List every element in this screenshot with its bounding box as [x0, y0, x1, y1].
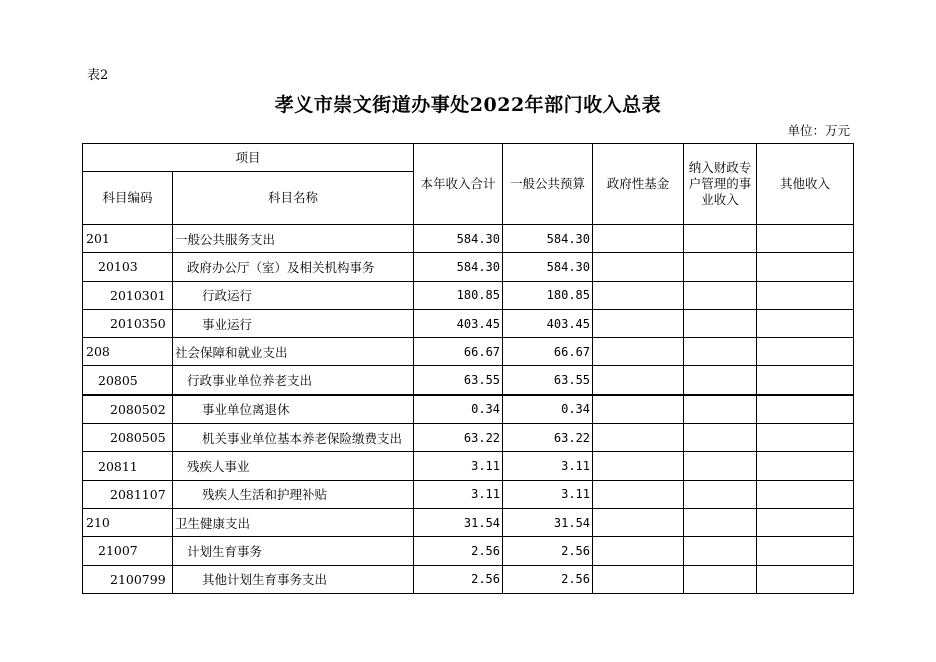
row-other	[757, 225, 854, 253]
row-name: 事业单位离退休	[173, 395, 414, 424]
row-other	[757, 508, 854, 536]
row-total: 180.85	[414, 281, 503, 309]
row-gov-fund	[593, 225, 684, 253]
table-row	[83, 537, 854, 565]
table-row	[83, 565, 854, 593]
row-general: 584.30	[503, 253, 593, 281]
income-table	[82, 143, 854, 594]
row-general: 2.56	[503, 537, 593, 565]
row-code: 20103	[83, 253, 173, 281]
row-total: 3.11	[414, 452, 503, 480]
row-general: 63.55	[503, 366, 593, 395]
row-name: 机关事业单位基本养老保险缴费支出	[173, 424, 414, 452]
row-fiscal-special	[684, 281, 757, 309]
row-code: 2080505	[83, 424, 173, 452]
row-fiscal-special	[684, 537, 757, 565]
row-general: 63.22	[503, 424, 593, 452]
row-gov-fund	[593, 281, 684, 309]
row-name: 计划生育事务	[173, 537, 414, 565]
page-title: 孝义市崇文街道办事处2022年部门收入总表	[274, 94, 662, 116]
row-code: 20805	[83, 366, 173, 395]
row-gov-fund	[593, 452, 684, 480]
header-other: 其他收入	[757, 144, 854, 225]
row-fiscal-special	[684, 424, 757, 452]
table-row	[83, 452, 854, 480]
table-row	[83, 281, 854, 309]
table-row	[83, 508, 854, 536]
row-fiscal-special	[684, 225, 757, 253]
row-gov-fund	[593, 395, 684, 424]
row-name: 社会保障和就业支出	[173, 338, 414, 366]
row-total: 66.67	[414, 338, 503, 366]
table-row	[83, 480, 854, 508]
row-other	[757, 395, 854, 424]
row-general: 31.54	[503, 508, 593, 536]
row-fiscal-special	[684, 452, 757, 480]
table-row	[83, 424, 854, 452]
row-fiscal-special	[684, 480, 757, 508]
row-gov-fund	[593, 480, 684, 508]
row-code: 21007	[83, 537, 173, 565]
table-row	[83, 253, 854, 281]
row-general: 180.85	[503, 281, 593, 309]
row-code: 201	[83, 225, 173, 253]
row-general: 3.11	[503, 480, 593, 508]
row-gov-fund	[593, 366, 684, 395]
row-name: 政府办公厅（室）及相关机构事务	[173, 253, 414, 281]
row-other	[757, 253, 854, 281]
row-gov-fund	[593, 537, 684, 565]
row-total: 584.30	[414, 253, 503, 281]
row-general: 584.30	[503, 225, 593, 253]
row-code: 2100799	[83, 565, 173, 593]
row-gov-fund	[593, 309, 684, 337]
header-general-budget: 一般公共预算	[503, 144, 593, 225]
row-code: 210	[83, 508, 173, 536]
row-name: 行政运行	[173, 281, 414, 309]
row-fiscal-special	[684, 338, 757, 366]
row-name: 卫生健康支出	[173, 508, 414, 536]
header-project: 项目	[83, 144, 414, 172]
row-other	[757, 452, 854, 480]
table-row	[83, 225, 854, 253]
row-gov-fund	[593, 338, 684, 366]
row-other	[757, 565, 854, 593]
header-subject-name: 科目名称	[173, 172, 414, 225]
row-total: 63.22	[414, 424, 503, 452]
row-name: 残疾人生活和护理补贴	[173, 480, 414, 508]
row-fiscal-special	[684, 395, 757, 424]
table-row	[83, 395, 854, 424]
row-general: 66.67	[503, 338, 593, 366]
row-other	[757, 366, 854, 395]
row-total: 403.45	[414, 309, 503, 337]
row-name: 行政事业单位养老支出	[173, 366, 414, 395]
row-code: 2010301	[83, 281, 173, 309]
table-row	[83, 366, 854, 395]
row-total: 3.11	[414, 480, 503, 508]
row-general: 0.34	[503, 395, 593, 424]
row-other	[757, 537, 854, 565]
row-gov-fund	[593, 253, 684, 281]
row-fiscal-special	[684, 309, 757, 337]
row-total: 63.55	[414, 366, 503, 395]
table-row	[83, 309, 854, 337]
header-gov-fund: 政府性基金	[593, 144, 684, 225]
table-row	[83, 338, 854, 366]
row-gov-fund	[593, 565, 684, 593]
row-code: 2010350	[83, 309, 173, 337]
row-other	[757, 281, 854, 309]
row-code: 20811	[83, 452, 173, 480]
row-other	[757, 309, 854, 337]
row-total: 31.54	[414, 508, 503, 536]
row-other	[757, 480, 854, 508]
row-general: 2.56	[503, 565, 593, 593]
row-total: 2.56	[414, 565, 503, 593]
row-name: 事业运行	[173, 309, 414, 337]
header-fiscal-special: 纳入财政专户管理的事业收入	[684, 144, 757, 225]
header-row-1	[83, 144, 854, 172]
unit-label: 单位：万元	[787, 123, 850, 138]
table-label: 表2	[87, 68, 109, 83]
row-general: 403.45	[503, 309, 593, 337]
row-gov-fund	[593, 508, 684, 536]
row-gov-fund	[593, 424, 684, 452]
row-name: 残疾人事业	[173, 452, 414, 480]
row-other	[757, 424, 854, 452]
row-code: 2080502	[83, 395, 173, 424]
row-name: 其他计划生育事务支出	[173, 565, 414, 593]
row-name: 一般公共服务支出	[173, 225, 414, 253]
row-total: 2.56	[414, 537, 503, 565]
row-total: 0.34	[414, 395, 503, 424]
row-fiscal-special	[684, 565, 757, 593]
row-fiscal-special	[684, 366, 757, 395]
row-fiscal-special	[684, 508, 757, 536]
header-subject-code: 科目编码	[83, 172, 173, 225]
row-total: 584.30	[414, 225, 503, 253]
row-code: 2081107	[83, 480, 173, 508]
row-general: 3.11	[503, 452, 593, 480]
row-other	[757, 338, 854, 366]
row-fiscal-special	[684, 253, 757, 281]
header-total: 本年收入合计	[414, 144, 503, 225]
row-code: 208	[83, 338, 173, 366]
